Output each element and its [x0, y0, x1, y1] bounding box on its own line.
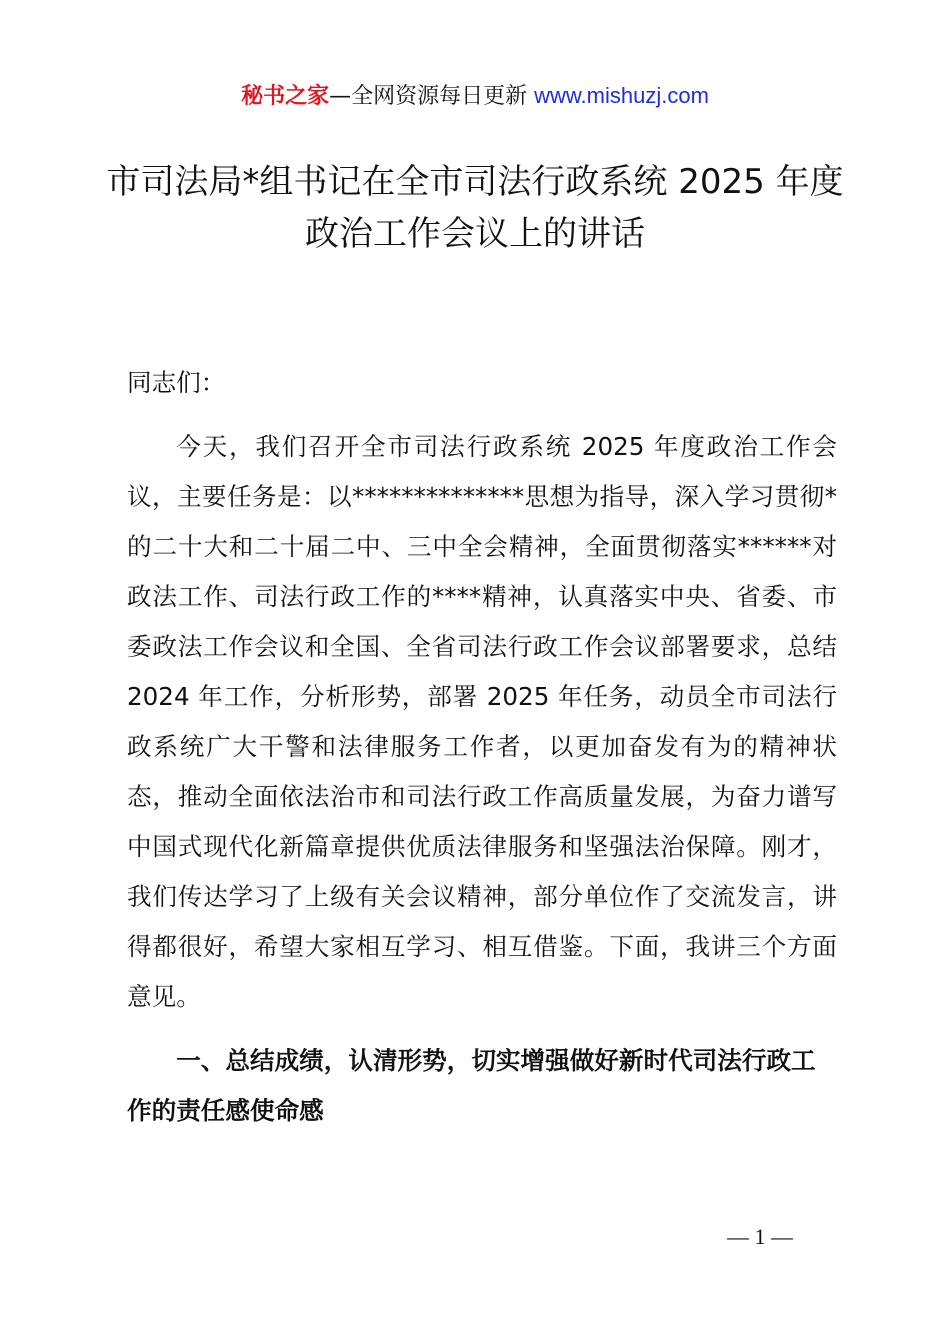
brand-name: 秘书之家	[241, 84, 330, 109]
salutation: 同志们：	[127, 368, 226, 397]
paragraph: 今天，我们召开全市司法行政系统 2025 年度政治工作会议，主要任务是：以**************思想为指导，深入学习贯彻*的二十大和二十届二中、三中全会精神，全面贯彻落实******对政法工作、司法行政工作的****精神，认真落实中央、省委、市委政法工作会议和全国、全省司法行政工作会议部署要求，总结 2024 年工作，分析形势，部署 2025 年任务，动员全市司法行政系统广大干警和法律服务工作者，以更加奋发有为的精神状态，推动全面依法治市和司法行政工作高质量发展，为奋力谱写中国式现代化新篇章提供优质法律服务和坚强法治保障。刚才，我们传达学习了上级有关会议精神，部分单位作了交流发言，讲得都很好，希望大家相互学习、相互借鉴。下面，我讲三个方面意见。	[127, 432, 837, 1011]
document-body	[127, 358, 837, 1136]
banner-slogan: —全网资源每日更新	[329, 84, 535, 109]
site-url[interactable]: www.mishuzj.com	[534, 83, 709, 108]
document-title: 市司法局*组书记在全市司法行政系统 2025 年度政治工作会议上的讲话	[106, 162, 844, 254]
page-number: — 1 —	[727, 1224, 793, 1249]
section-heading: 一、总结成绩，认清形势，切实增强做好新时代司法行政工作的责任感使命感	[127, 1046, 816, 1125]
site-banner	[0, 80, 950, 113]
